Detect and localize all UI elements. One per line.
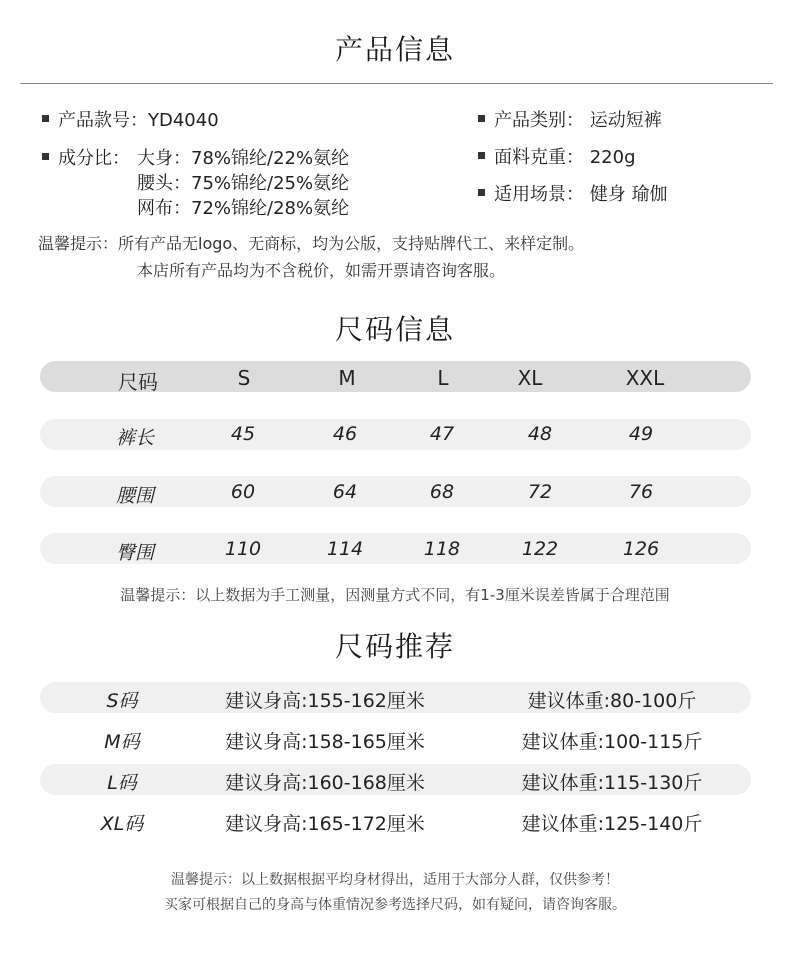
table-cell: 118 [423, 538, 461, 560]
bullet-icon [42, 153, 49, 160]
table-cell: 110 [224, 538, 262, 560]
product-model-text: 产品款号：YD4040 [58, 110, 219, 131]
header-size-xl: XL [517, 366, 543, 390]
rec-height-m: 建议身高:158-165厘米 [225, 731, 425, 753]
table-cell: 122 [521, 538, 559, 560]
table-cell: 126 [622, 538, 660, 560]
rec-weight-m: 建议体重:100-115斤 [521, 731, 703, 753]
product-category-text: 产品类别： 运动短裤 [494, 110, 662, 131]
rec-weight-xl: 建议体重:125-140斤 [521, 813, 703, 835]
size-info-title: 尺码信息 [334, 313, 455, 346]
size-recommend-title: 尺码推荐 [334, 630, 455, 663]
fabric-weight [478, 143, 636, 169]
table-cell: 72 [527, 481, 553, 503]
bullet-icon [478, 189, 485, 196]
product-tip-line-1: 温馨提示：所有产品无logo、无商标，均为公版，支持贴牌代工、来样定制。 [38, 234, 585, 253]
table-cell: 45 [230, 423, 256, 445]
table-cell: 48 [527, 423, 553, 445]
rec-height-xl: 建议身高:165-172厘米 [225, 813, 425, 835]
table-cell: 47 [429, 423, 455, 445]
table-cell: 68 [429, 481, 455, 503]
bullet-icon [42, 115, 49, 122]
header-size-l: L [437, 366, 449, 390]
table-cell: 114 [326, 538, 364, 560]
rec-size-s: S码 [106, 690, 138, 712]
size-table-tip: 温馨提示：以上数据为手工测量，因测量方式不同，有1-3厘米误差皆属于合理范围 [120, 586, 670, 604]
bullet-icon [478, 115, 485, 122]
usage-scene-text: 适用场景： 健身 瑜伽 [494, 184, 668, 205]
fabric-weight-text: 面料克重： 220g [494, 147, 636, 168]
rec-weight-s: 建议体重:80-100斤 [527, 690, 697, 712]
header-size-s: S [237, 366, 251, 390]
rec-height-l: 建议身高:160-168厘米 [225, 772, 425, 794]
table-cell: 46 [332, 423, 358, 445]
rec-height-s: 建议身高:155-162厘米 [225, 690, 425, 712]
row-label-hip: 臀围 [115, 542, 155, 564]
row-label-waist: 腰围 [115, 485, 155, 507]
table-cell: 60 [230, 481, 256, 503]
composition [42, 144, 130, 170]
composition-line-1: 大身：78%锦纶/22%氨纶 [137, 148, 350, 169]
recommend-tip-line-2: 买家可根据自己的身高与体重情况参考选择尺码，如有疑问，请咨询客服。 [164, 897, 626, 913]
title-divider [20, 83, 773, 84]
header-size-xxl: XXL [625, 366, 665, 390]
rec-size-l: L码 [107, 772, 137, 794]
table-cell: 76 [628, 481, 654, 503]
bullet-icon [478, 152, 485, 159]
composition-line-3: 网布：72%锦纶/28%氨纶 [137, 198, 350, 219]
usage-scene [478, 180, 667, 206]
table-cell: 49 [628, 423, 654, 445]
rec-weight-l: 建议体重:115-130斤 [521, 772, 703, 794]
row-label-length: 裤长 [115, 427, 155, 449]
product-info-title: 产品信息 [334, 33, 455, 66]
product-category [478, 106, 662, 132]
rec-size-xl: XL码 [100, 813, 144, 835]
product-model [42, 106, 219, 132]
composition-line-2: 腰头：75%锦纶/25%氨纶 [137, 173, 350, 194]
header-size-m: M [338, 366, 356, 390]
recommend-tip-line-1: 温馨提示：以上数据根据平均身材得出，适用于大部分人群，仅供参考！ [171, 872, 619, 888]
table-cell: 64 [332, 481, 358, 503]
header-size-label: 尺码 [118, 370, 158, 394]
product-tip-line-2: 本店所有产品均为不含税价，如需开票请咨询客服。 [137, 261, 506, 280]
rec-size-m: M码 [104, 731, 140, 753]
composition-label: 成分比： [58, 148, 130, 169]
